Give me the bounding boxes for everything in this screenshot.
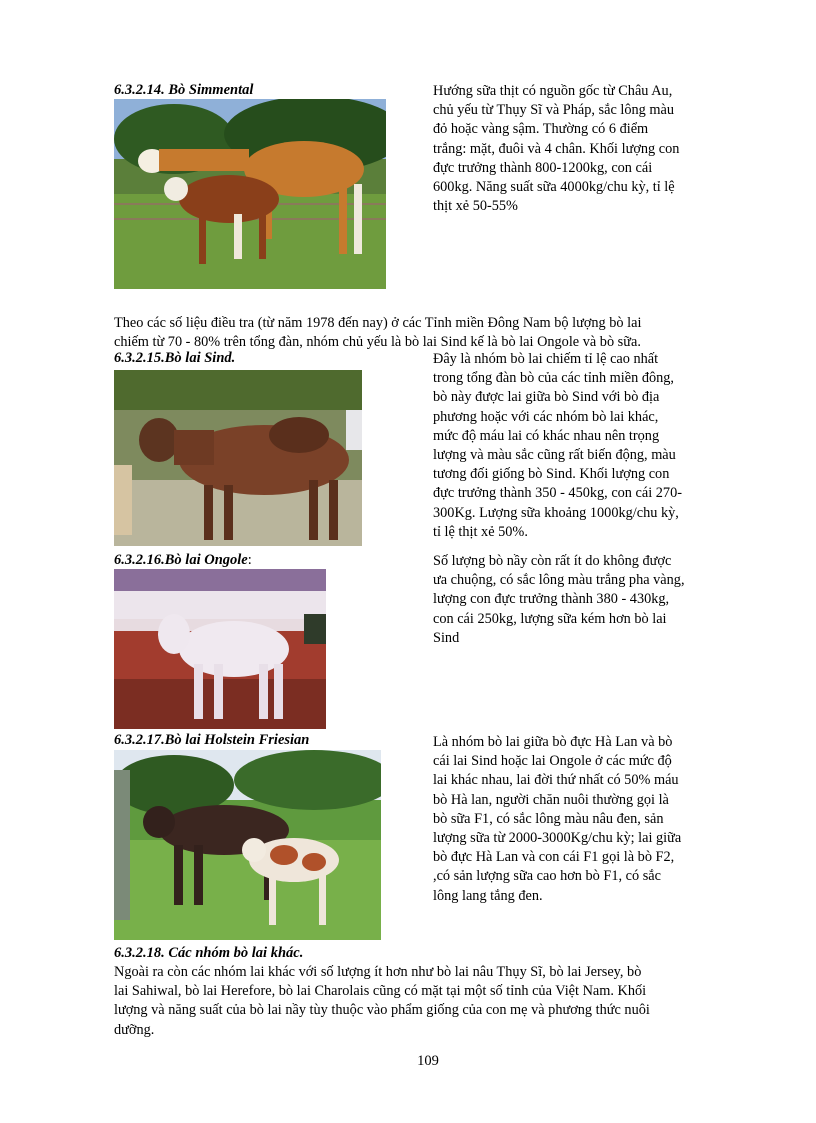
text-line: đực trưởng thành 800-1200kg, con cái xyxy=(433,159,653,176)
text-line: Theo các số liệu điều tra (từ năm 1978 đến nay) ở các Tỉnh miền Đông Nam bộ lượng bò lai xyxy=(114,315,642,331)
photo-sind xyxy=(114,370,362,546)
text-line: lượng con đực trưởng thành 380 - 430kg, xyxy=(433,591,670,608)
description-sind xyxy=(433,350,733,542)
text-line: bò sữa F1, có sắc lông màu nâu đen, sản xyxy=(433,810,664,827)
text-line: 600kg. Năng suất sữa 4000kg/chu kỳ, tỉ lệ xyxy=(433,179,675,196)
text-line: lai Sahiwal, bò lai Herefore, bò lai Charolais cũng có mặt tại một số tỉnh của Việt Nam. Khối xyxy=(114,983,647,1000)
text-line: Hướng sữa thịt có nguồn gốc từ Châu Au, xyxy=(433,83,673,99)
text-line: Số lượng bò nầy còn rất ít do không được xyxy=(433,553,672,569)
text-line: lai khác nhau, lai đời thứ nhất có 50% máu xyxy=(433,772,679,789)
text-line: bò này được lai giữa bò Sind với bò địa xyxy=(433,389,660,406)
text-line: con cái 250kg, lượng sữa kém hơn bò lai xyxy=(433,610,667,627)
heading-suffix: : xyxy=(247,552,252,568)
text-line: tỉ lệ thịt xẻ 50%. xyxy=(433,523,528,540)
photo-ongole xyxy=(114,569,326,729)
description-ongole xyxy=(433,552,733,648)
description-simmental xyxy=(433,82,733,216)
text-line: tương đối giống bò Sind. Khối lượng con xyxy=(433,466,670,483)
section-heading-sind: 6.3.2.15.Bò lai Sind. xyxy=(114,350,236,366)
page-number: 109 xyxy=(417,1053,439,1069)
text-line: phương hoặc với các nhóm bò lai khác, xyxy=(433,408,659,425)
text-line: Sind xyxy=(433,629,460,646)
photo-simmental xyxy=(114,99,386,289)
text-line: lông lang tắng đen. xyxy=(433,887,543,904)
section-heading-other-crossbreeds: 6.3.2.18. Các nhóm bò lai khác. xyxy=(114,945,304,961)
text-line: lượng sữa từ 2000-3000Kg/chu kỳ; lai giữa xyxy=(433,830,682,847)
text-line: lượng và năng suất của bò lai nầy tùy thuộc vào phẩm giống của con mẹ và phương thức nuôi xyxy=(114,1002,650,1019)
text-line: đực trưởng thành 350 - 450kg, con cái 270- xyxy=(433,485,682,502)
text-line: Ngoài ra còn các nhóm lai khác với số lượng ít hơn như bò lai nâu Thụy Sĩ, bò lai Jersey, bò xyxy=(114,964,642,980)
text-line: bò Hà lan, người chăn nuôi thường gọi là xyxy=(433,791,669,808)
description-holstein xyxy=(433,733,733,906)
text-line: đỏ hoặc vàng sậm. Thường có 6 điểm xyxy=(433,121,649,138)
description-other-crossbreeds xyxy=(114,963,714,1040)
text-line: 300Kg. Lượng sữa khoảng 1000kg/chu kỳ, xyxy=(433,504,679,521)
text-line: chiếm từ 70 - 80% trên tổng đàn, nhóm chủ yếu là bò lai Sind kế là bò lai Ongole và bò sữa. xyxy=(114,334,641,351)
text-line: bò đực Hà Lan và con cái F1 gọi là bò F2, xyxy=(433,849,675,866)
text-line: chủ yếu từ Thụy Sĩ và Pháp, sắc lông màu xyxy=(433,102,674,119)
text-line: Đây là nhóm bò lai chiếm tỉ lệ cao nhất xyxy=(433,351,659,367)
section-heading-holstein: 6.3.2.17.Bò lai Holstein Friesian xyxy=(114,732,310,748)
text-line: ưa chuộng, có sắc lông màu trắng pha vàng, xyxy=(433,572,685,589)
text-line: lượng và màu sắc cũng rất biến động, màu xyxy=(433,447,676,464)
text-line: cái lai Sind hoặc lai Ongole ở các mức độ xyxy=(433,753,672,770)
section-heading-simmental: 6.3.2.14. Bò Simmental xyxy=(114,82,254,98)
text-line: mức độ máu lai có khác nhau nên trọng xyxy=(433,427,660,444)
text-line: thịt xẻ 50-55% xyxy=(433,198,518,215)
intro-paragraph xyxy=(114,314,714,352)
photo-holstein xyxy=(114,750,381,940)
section-heading-ongole xyxy=(114,552,252,569)
text-line: trong tổng đàn bò của các tỉnh miền đông, xyxy=(433,370,675,387)
text-line: ,có sản lượng sữa cao hơn bò F1, có sắc xyxy=(433,868,661,885)
heading-text: 6.3.2.16.Bò lai Ongole xyxy=(114,552,248,568)
text-line: dưỡng. xyxy=(114,1021,155,1038)
text-line: trắng: mặt, đuôi và 4 chân. Khối lượng con xyxy=(433,140,680,157)
text-line: Là nhóm bò lai giữa bò đực Hà Lan và bò xyxy=(433,734,673,750)
